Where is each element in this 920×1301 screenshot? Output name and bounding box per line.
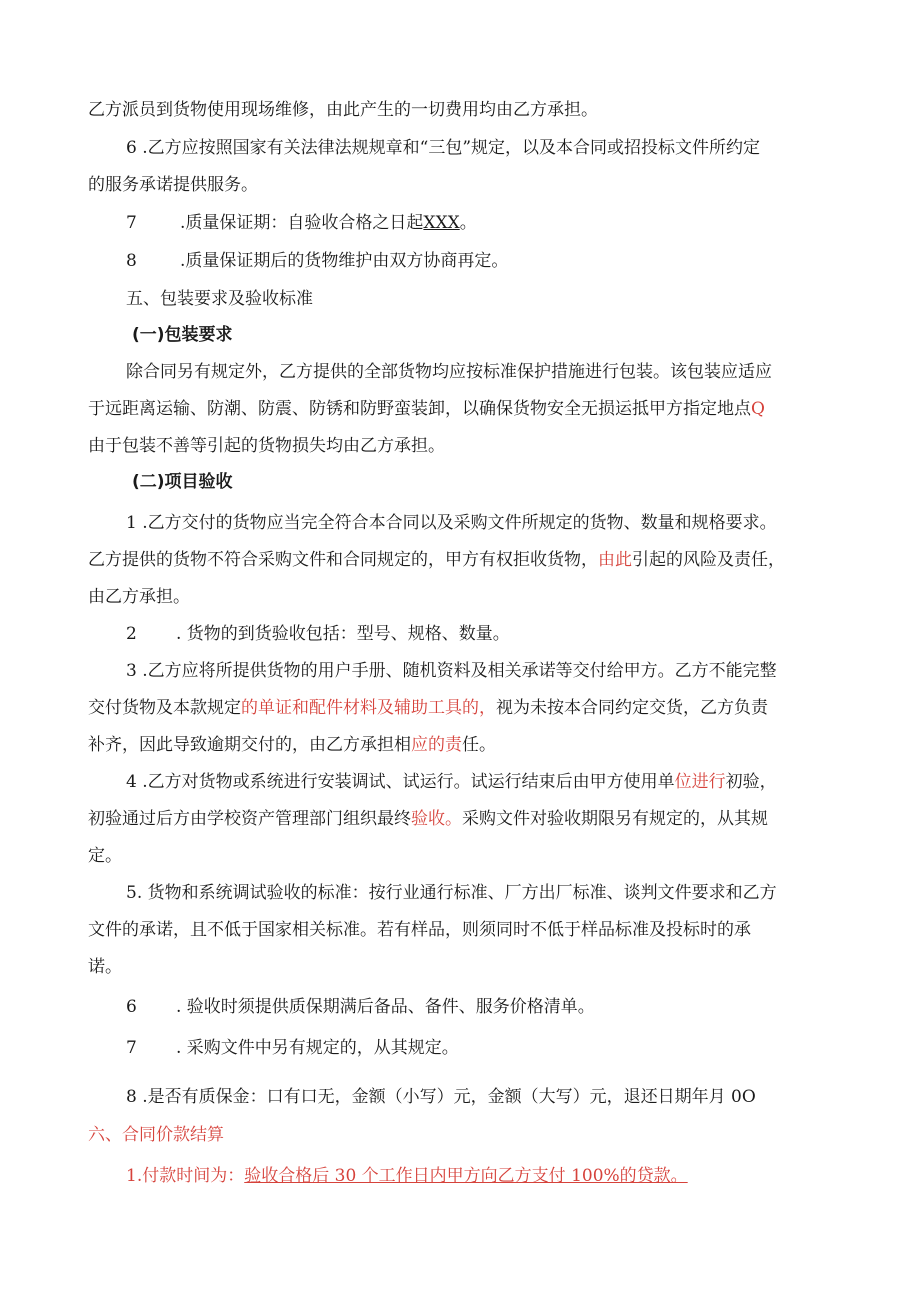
clause-text: . 采购文件中另有规定的，从其规定。	[176, 1038, 459, 1058]
clause-number: 2	[126, 624, 137, 644]
clause-text: .质量保证期后的货物维护由双方协商再定。	[180, 251, 509, 271]
clause-6-line-1	[126, 137, 760, 159]
clause-number: 8	[126, 1087, 137, 1107]
clause-text: . 验收时须提供质保期满后备品、备件、服务价格清单。	[176, 997, 595, 1017]
payment-clause	[126, 1165, 688, 1187]
subsection-heading-packaging: (一)包装要求	[132, 325, 233, 345]
packaging-line-3: 由于包装不善等引起的货物损失均由乙方承担。	[88, 436, 445, 456]
acceptance-clause-4-line-2	[88, 808, 768, 830]
clause-text: .乙方对货物或系统进行安装调试、试运行。试运行结束后由甲方使用单	[142, 772, 675, 792]
acceptance-clause-7	[126, 1037, 459, 1059]
clause-text: 乙方提供的货物不符合采购文件和合同规定的，甲方有权拒收货物，	[88, 550, 598, 570]
clause-text: .乙方应按照国家有关法律法规规章和“三包”规定，以及本合同或招投标文件所约定	[142, 138, 761, 158]
acceptance-clause-5-line-1: 5. 货物和系统调试验收的标准：按行业通行标准、厂方出厂标准、谈判文件要求和乙方	[126, 883, 777, 903]
clause-number: 1	[126, 513, 137, 533]
section-heading-5: 五、包装要求及验收标准	[126, 289, 313, 309]
clause-text-end: 引起的风险及责任，	[632, 550, 785, 570]
clause-text: . 货物的到货验收包括：型号、规格、数量。	[176, 624, 510, 644]
packaging-line-2	[88, 398, 765, 420]
clause-text: 交付货物及本款规定	[88, 698, 241, 718]
paragraph-line: 乙方派员到货物使用现场维修，由此产生的一切费用均由乙方承担。	[88, 100, 598, 120]
clause-text: .乙方应将所提供货物的用户手册、随机资料及相关承诺等交付给甲方。乙方不能完整	[142, 661, 777, 681]
clause-number: 4	[126, 772, 137, 792]
clause-8	[126, 250, 508, 272]
section-heading-6: 六、合同价款结算	[88, 1125, 224, 1145]
acceptance-clause-5-line-2: 文件的承诺，且不低于国家相关标准。若有样品，则须同时不低于样品标准及投标时的承	[88, 920, 751, 940]
clause-7	[126, 212, 477, 234]
acceptance-clause-3-line-1	[126, 660, 777, 682]
clause-text-end: 初验，	[725, 772, 777, 792]
acceptance-clause-3-line-2	[88, 697, 768, 719]
acceptance-clause-8	[126, 1086, 756, 1108]
subsection-heading-acceptance: (二)项目验收	[132, 472, 233, 492]
acceptance-clause-2	[126, 623, 510, 645]
highlighted-text: 应的责	[411, 735, 462, 755]
highlighted-text: 由此	[598, 550, 632, 570]
clause-text: 初验通过后方由学校资产管理部门组织最终	[88, 809, 411, 829]
clause-number: 7	[126, 1038, 137, 1058]
clause-text-end: 任。	[462, 735, 496, 755]
clause-number: 6	[126, 997, 137, 1017]
packaging-line-1: 除合同另有规定外，乙方提供的全部货物均应按标准保护措施进行包装。该包装应适应	[126, 362, 772, 382]
payment-terms: 验收合格后 30 个工作日内甲方向乙方支付 100%的贷款。	[244, 1166, 688, 1186]
acceptance-clause-4-line-3: 定。	[88, 846, 122, 866]
highlighted-text: 的单证和配件材料及辅助工具的，	[241, 698, 496, 718]
acceptance-clause-1-line-2	[88, 549, 785, 571]
clause-text: .是否有质保金：口有口无，金额（小写）元，金额（大写）元，退还日期年月 0O	[142, 1087, 756, 1107]
acceptance-clause-1-line-3: 由乙方承担。	[88, 587, 190, 607]
clause-number: 6	[126, 138, 137, 158]
clause-number: 8	[126, 251, 137, 271]
acceptance-clause-5-line-3: 诺。	[88, 957, 122, 977]
clause-6-line-2: 的服务承诺提供服务。	[88, 175, 258, 195]
warranty-period-value: XXX	[423, 213, 460, 233]
clause-text: .质量保证期：自验收合格之日起	[180, 213, 424, 233]
acceptance-clause-3-line-3	[88, 734, 496, 756]
highlighted-text: 位进行	[674, 772, 726, 792]
acceptance-clause-6	[126, 996, 595, 1018]
highlighted-text: 验收。	[411, 809, 462, 829]
packaging-mark: Q	[751, 399, 765, 419]
clause-number: 7	[126, 213, 137, 233]
acceptance-clause-1-line-1	[126, 512, 777, 534]
clause-text-end: 。	[459, 213, 477, 233]
acceptance-clause-4-line-1	[126, 771, 777, 793]
payment-label: 1.付款时间为：	[126, 1166, 245, 1186]
clause-text-end: 采购文件对验收期限另有规定的，从其规	[462, 809, 768, 829]
clause-number: 3	[126, 661, 137, 681]
clause-text-end: 视为未按本合同约定交货，乙方负责	[496, 698, 768, 718]
clause-text: 补齐，因此导致逾期交付的，由乙方承担相	[88, 735, 411, 755]
clause-text: .乙方交付的货物应当完全符合本合同以及采购文件所规定的货物、数量和规格要求。	[142, 513, 777, 533]
packaging-text: 于远距离运输、防潮、防震、防锈和防野蛮装卸，以确保货物安全无损运抵甲方指定地点	[88, 399, 751, 419]
